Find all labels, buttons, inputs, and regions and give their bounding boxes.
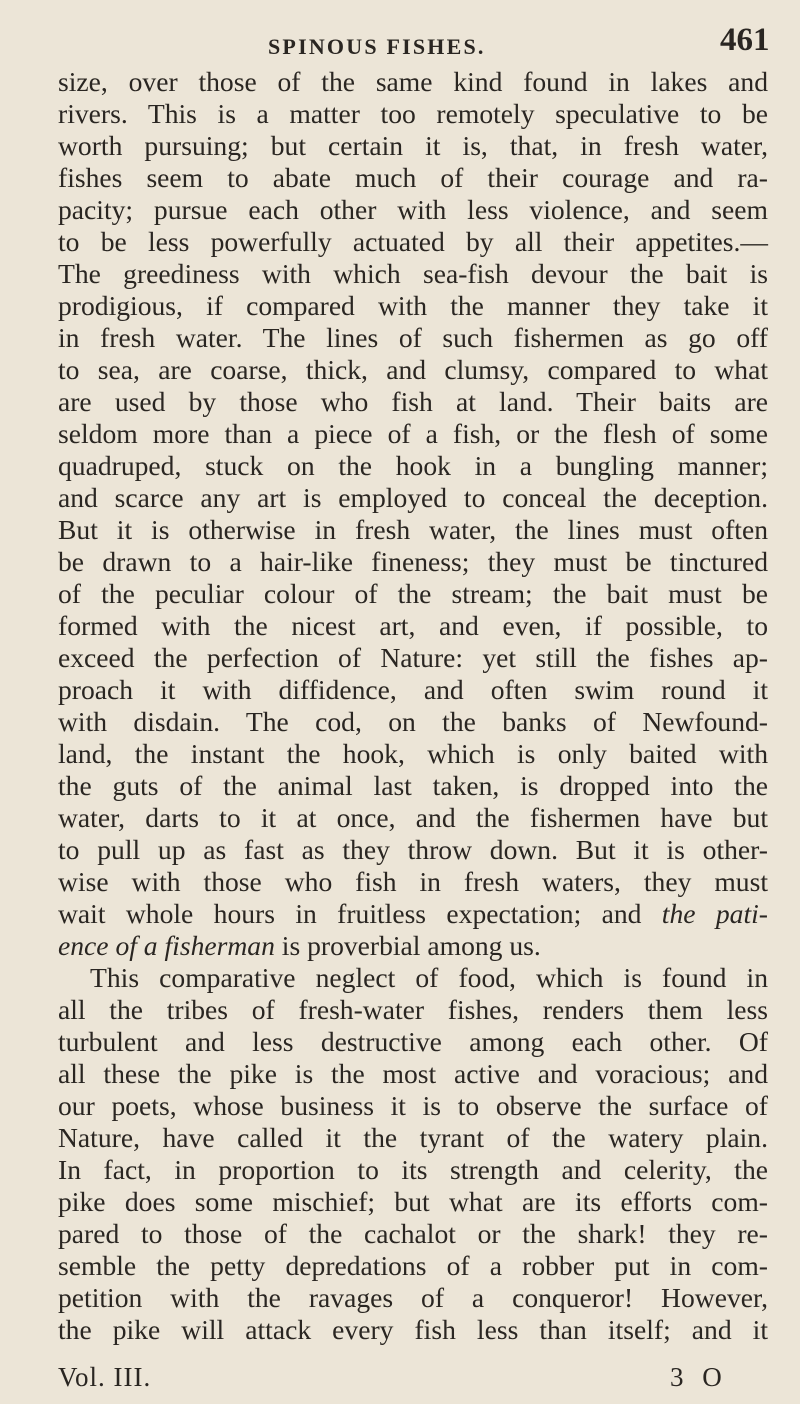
text-line: land, the instant the hook, which is only baited with bbox=[58, 738, 768, 769]
text-line: In fact, in proportion to its strength and celerity, the bbox=[58, 1154, 768, 1185]
text-line: with disdain. The cod, on the banks of Newfound- bbox=[58, 706, 768, 737]
running-head: SPINOUS FISHES. bbox=[268, 34, 486, 59]
text-line: prodigious, if compared with the manner they take it bbox=[58, 290, 768, 321]
text-line: be drawn to a hair-like fineness; they must be tinctured bbox=[58, 546, 768, 577]
text-line: formed with the nicest art, and even, if possible, to bbox=[58, 610, 768, 641]
text-line: The greediness with which sea-fish devour the bait is bbox=[58, 258, 768, 289]
text-line-part: wait whole hours in fruitless expectation; and bbox=[58, 898, 662, 929]
text-line: size, over those of the same kind found in lakes and bbox=[58, 66, 768, 97]
italic-phrase: the pati- bbox=[661, 898, 768, 929]
text-line: semble the petty depredations of a robber put in com- bbox=[58, 1250, 768, 1281]
volume-label: Vol. III. bbox=[58, 1362, 152, 1392]
text-line: proach it with diffidence, and often swim round it bbox=[58, 674, 768, 705]
text-line: pacity; pursue each other with less violence, and seem bbox=[58, 194, 768, 225]
text-line: of the peculiar colour of the stream; the bait must be bbox=[58, 578, 768, 609]
text-line: turbulent and less destructive among each other. Of bbox=[58, 1026, 768, 1057]
text-line: in fresh water. The lines of such fishermen as go off bbox=[58, 322, 768, 353]
text-line bbox=[58, 898, 768, 930]
text-line: wise with those who fish in fresh waters, they must bbox=[58, 866, 768, 897]
text-line: all the tribes of fresh-water fishes, renders them less bbox=[58, 994, 768, 1025]
text-line: petition with the ravages of a conqueror! However, bbox=[58, 1282, 768, 1313]
text-line: to pull up as fast as they throw down. But it is other- bbox=[58, 834, 768, 865]
paragraph-first-line: This comparative neglect of food, which is found in bbox=[90, 962, 768, 993]
page-number: 461 bbox=[720, 22, 770, 58]
text-line: fishes seem to abate much of their courage and ra- bbox=[58, 162, 768, 193]
text-line: pike does some mischief; but what are its efforts com- bbox=[58, 1186, 768, 1217]
text-line: worth pursuing; but certain it is, that, in fresh water, bbox=[58, 130, 768, 161]
text-line: quadruped, stuck on the hook in a bungling manner; bbox=[58, 450, 768, 481]
text-line: rivers. This is a matter too remotely speculative to be bbox=[58, 98, 768, 129]
text-line: to be less powerfully actuated by all their appetites.— bbox=[58, 226, 768, 257]
page-header bbox=[0, 20, 800, 64]
text-line: But it is otherwise in fresh water, the lines must often bbox=[58, 514, 768, 545]
signature-mark: 3 O bbox=[670, 1362, 728, 1392]
text-line: and scarce any art is employed to conceal the deception. bbox=[58, 482, 768, 513]
text-line: exceed the perfection of Nature: yet still the fishes ap- bbox=[58, 642, 768, 673]
text-line: the pike will attack every fish less than itself; and it bbox=[58, 1314, 768, 1345]
text-line: pared to those of the cachalot or the shark! they re- bbox=[58, 1218, 768, 1249]
text-line: water, darts to it at once, and the fishermen have but bbox=[58, 802, 768, 833]
italic-phrase: ence of a fisherman bbox=[58, 930, 275, 961]
text-line: to sea, are coarse, thick, and clumsy, compared to what bbox=[58, 354, 768, 385]
text-line: all these the pike is the most active and voracious; and bbox=[58, 1058, 768, 1089]
text-line: seldom more than a piece of a fish, or the flesh of some bbox=[58, 418, 768, 449]
text-line-part: is proverbial among us. bbox=[274, 930, 541, 961]
text-line: are used by those who fish at land. Their baits are bbox=[58, 386, 768, 417]
page-footer bbox=[58, 1362, 768, 1396]
body-text bbox=[58, 66, 768, 1346]
text-line bbox=[58, 930, 768, 962]
text-line: Nature, have called it the tyrant of the watery plain. bbox=[58, 1122, 768, 1153]
text-line: the guts of the animal last taken, is dropped into the bbox=[58, 770, 768, 801]
text-line: our poets, whose business it is to observe the surface of bbox=[58, 1090, 768, 1121]
